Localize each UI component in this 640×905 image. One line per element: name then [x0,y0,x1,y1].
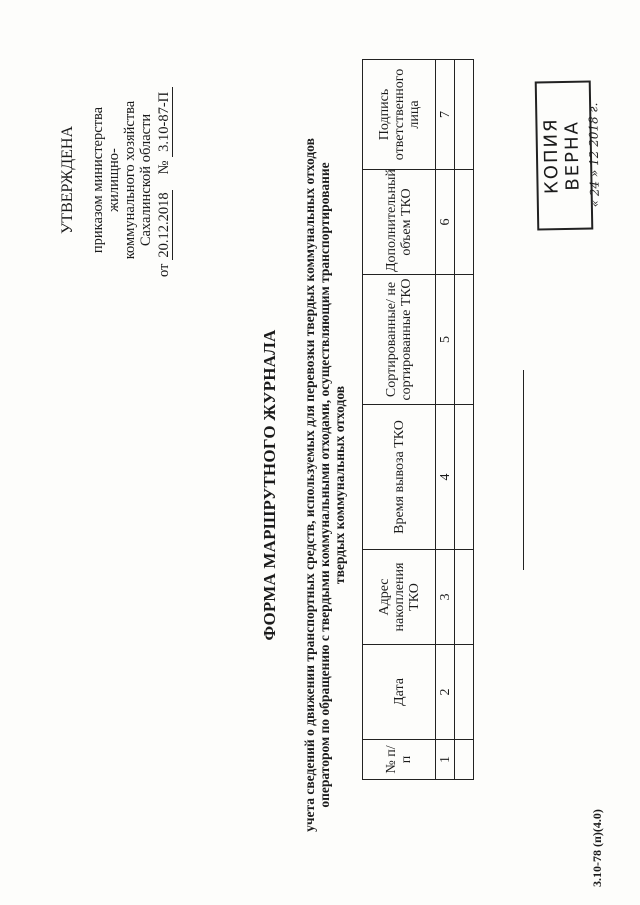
table-header-row [363,60,436,780]
header-cell: Дата [363,645,436,740]
route-journal-table [362,59,474,780]
table-cell [455,405,474,550]
title-block [260,135,347,835]
table-cell [455,60,474,170]
approval-line-2: коммунального хозяйства [122,100,138,260]
stamp-date: « 24 » 12 2018 г. [586,102,602,208]
number-cell: 4 [436,405,455,550]
approval-date: 20.12.2018 [156,190,173,260]
number-cell: 6 [436,170,455,275]
approval-date-prefix: от [156,263,172,277]
separator-line [523,370,524,570]
header-cell: № п/п [363,740,436,780]
number-cell: 3 [436,550,455,645]
number-cell: 2 [436,645,455,740]
document-title: ФОРМА МАРШРУТНОГО ЖУРНАЛА [260,329,279,641]
header-cell: Адрес накопления ТКО [363,550,436,645]
header-cell: Сортированные/ не сортированные ТКО [363,275,436,405]
approval-date-row [156,75,173,285]
stamp-title: КОПИЯ ВЕРНА [540,117,584,195]
header-cell: Время вывоза ТКО [363,405,436,550]
header-cell: Подпись ответственного лица [363,60,436,170]
table-cell [455,645,474,740]
approval-line-1: приказом министерства жилищно- [90,106,122,254]
table-cell [455,550,474,645]
number-cell: 7 [436,60,455,170]
approval-line-3: Сахалинской области [138,113,154,247]
number-cell: 1 [436,740,455,780]
table-row [455,60,474,780]
table-row-numbers [436,60,455,780]
table-cell [455,740,474,780]
document-subtitle: учета сведений о движении транспортных средств, используемых для перевозки твердых коммунальных отходов оператором по обращению с твердыми коммунальными отходами, осуществляющим транспортирование твердых коммунальных отходов [302,138,347,832]
approval-block [60,75,173,285]
approval-number: 3.10-87-П [156,87,173,157]
number-cell: 5 [436,275,455,405]
form-code: 3.10-78 (п)(4.0) [590,809,604,887]
approval-heading: УТВЕРЖДЕНА [59,126,76,235]
approval-number-prefix: № [156,160,172,175]
table-cell [455,275,474,405]
copy-certified-stamp [535,81,602,231]
table-cell [455,170,474,275]
header-cell: Дополнительный объем ТКО [363,170,436,275]
